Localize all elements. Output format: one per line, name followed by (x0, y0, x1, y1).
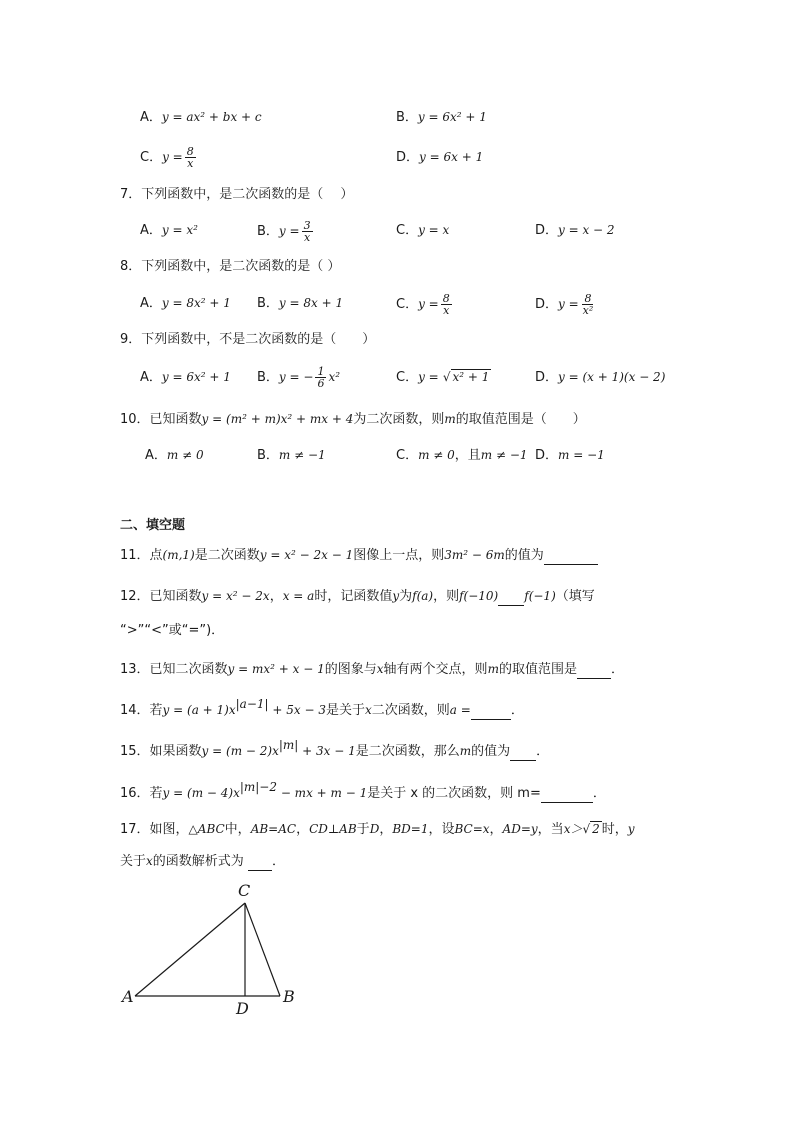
q6-option-d-expr: y = 6x + 1 (419, 150, 484, 164)
q15-answer-blank[interactable] (510, 746, 536, 761)
q7-option-a: A．y = x² (140, 223, 198, 238)
section-title-fill-in: 二、填空题 (120, 518, 186, 533)
q13-text: 13．已知二次函数y = mx² + x − 1的图象与x轴有两个交点，则m的取值范围是 ． (120, 662, 624, 677)
q17-text-line1: 17．如图，△ABC中，AB=AC，CD⊥AB于D，BD=1，设BC=x，AD=y，当x＞√ 2 时，y (120, 822, 635, 837)
q7-option-b: B．y = $\frac{3}{x}$ (257, 219, 311, 244)
q10-option-d: D．m = −1 (535, 448, 605, 463)
q15-text: 15．如果函数$y = (m - 2)x^{|m|} + 3x - 1$是二次函数，那么m的值为 ． (120, 738, 550, 759)
figure-label-d: D (236, 999, 249, 1018)
q8-option-d: D．y = $\frac{8}{\text{x²}}$ (535, 292, 594, 317)
q11-answer-blank[interactable] (544, 550, 598, 565)
q7-stem: 7．下列函数中，是二次函数的是（ ） (120, 187, 354, 202)
q10-stem: 10．已知函数y = (m² + m)x² + mx + 4为二次函数，则m的取值范围是（ ） (120, 412, 586, 427)
q12-text: 12．已知函数y = x² − 2x，x = a时，记函数值y为f(a)，则f(−10) f(−1)（填写 (120, 589, 595, 604)
q6-option-d: D．y = 6x + 1 (396, 150, 484, 165)
q9-option-c-radicand: x² + 1 (452, 370, 490, 384)
q7-option-d: D．y = x − 2 (535, 223, 615, 238)
q8-option-d-fraction: $\frac{8}{\text{x²}}$ (582, 292, 594, 317)
q17-answer-blank[interactable] (248, 856, 272, 871)
q12-answer-blank[interactable] (498, 591, 524, 606)
q9-option-b-fraction: $\frac{1}{6}$ (317, 365, 325, 390)
figure-label-b: B (283, 987, 295, 1006)
segment-ac (135, 903, 245, 996)
q8-option-b: B．y = 8x + 1 (257, 296, 344, 311)
q10-option-c: C．m ≠ 0，且m ≠ −1 (396, 448, 528, 463)
q12-text-line2: “>”“<”或“=”)． (120, 623, 225, 638)
q8-option-a: A．y = 8x² + 1 (140, 296, 231, 311)
figure-label-a: A (122, 987, 134, 1006)
q6-option-b-expr: y = 6x² + 1 (417, 110, 487, 124)
q8-stem: 8．下列函数中，是二次函数的是（ ） (120, 259, 341, 274)
q6-option-a-expr: y = ax² + bx + c (161, 110, 262, 124)
q9-stem: 9．下列函数中，不是二次函数的是（ ） (120, 332, 376, 347)
figure-label-c: C (238, 881, 251, 900)
q17-text-line2: 关于x的函数解析式为 ． (120, 854, 285, 869)
q9-option-d: D．y = (x + 1)(x − 2) (535, 370, 666, 385)
q8-option-c-fraction: $\frac{8}{x}$ (442, 292, 450, 317)
q6-option-c-fraction: $\frac{8}{x}$ (186, 145, 194, 170)
q16-answer-blank[interactable] (541, 788, 593, 803)
q11-text: 11．点(m,1)是二次函数y = x² − 2x − 1图像上一点，则3m² − 6m的值为 (120, 546, 598, 565)
q10-expr: y = (m² + m)x² + mx + 4 (201, 412, 354, 426)
q10-option-a: A．m ≠ 0 (145, 448, 204, 463)
sqrt-sign: √ (442, 370, 451, 384)
q14-answer-blank[interactable] (471, 705, 511, 720)
q14-text: 14．若$y = (a + 1)x^{|a-1|} + 5x - 3$是关于x二次函数，则a = ． (120, 697, 524, 718)
q16-text: 16．若$y = (m - 4)x^{|m|-2}$ − mx + m − 1是关于 x 的二次函数，则 m= ． (120, 780, 606, 801)
q6-option-a: A．y = ax² + bx + c (140, 110, 262, 125)
q7-option-b-fraction: $\frac{3}{x}$ (303, 219, 311, 244)
sqrt-sign: √ (582, 822, 591, 836)
q9-option-a: A．y = 6x² + 1 (140, 370, 231, 385)
q9-option-c: C．y = √ x² + 1 (396, 370, 490, 385)
q10-option-b: B．m ≠ −1 (257, 448, 326, 463)
q6-option-c: C．y = $\frac{8}{x}$ (140, 145, 194, 170)
q9-option-b: B．y = − $\frac{1}{6}$ x² (257, 365, 341, 390)
q8-option-c: C．y = $\frac{8}{x}$ (396, 292, 450, 317)
segment-cb (245, 903, 280, 996)
q7-option-c: C．y = x (396, 223, 450, 238)
q13-answer-blank[interactable] (577, 664, 611, 679)
q6-option-b: B．y = 6x² + 1 (396, 110, 487, 125)
